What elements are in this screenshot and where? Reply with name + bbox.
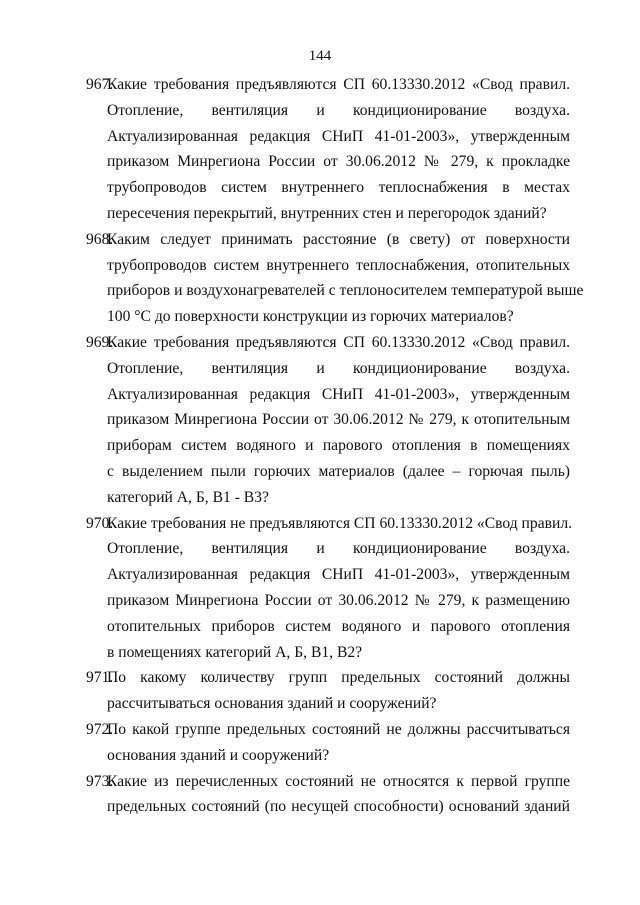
question-item xyxy=(86,511,573,666)
question-text-line: Отопление, вентиляция и кондиционирование воздуха. xyxy=(107,540,570,558)
question-text xyxy=(96,330,570,511)
question-text-line: Какие из перечисленных состояний не относятся к первой группе xyxy=(107,772,570,790)
question-number: 970. xyxy=(86,514,114,532)
question-text-line: в помещениях категорий А, Б, В1, В2? xyxy=(107,643,363,661)
question-text-line: Отопление, вентиляция и кондиционирование воздуха. xyxy=(107,359,570,377)
question-number: 972. xyxy=(86,720,114,738)
question-text-line: Отопление, вентиляция и кондиционирование воздуха. xyxy=(107,101,570,119)
question-item xyxy=(86,227,584,330)
question-text-line: Каким следует принимать расстояние (в свету) от поверхности xyxy=(107,230,570,248)
question-number: 971. xyxy=(86,669,114,687)
question-text-line: трубопроводов систем внутреннего теплоснабжения, отопительных xyxy=(107,256,570,274)
question-number: 967. xyxy=(86,76,114,93)
question-text-line: Актуализированная редакция СНиП 41-01-2003», утвержденным xyxy=(107,566,570,584)
question-number: 968. xyxy=(86,230,114,248)
question-text-line: приказом Минрегиона России от 30.06.2012 № 279, к размещению xyxy=(107,591,570,609)
question-text-line: рассчитываться основания зданий и сооружений? xyxy=(107,695,437,713)
question-item xyxy=(86,665,570,717)
question-text-line: приборов и воздухонагревателей с теплоносителем температурой выше xyxy=(107,282,584,300)
question-number: 973. xyxy=(86,772,114,790)
question-text-line: с выделением пыли горючих материалов (далее – горючая пыль) xyxy=(107,462,570,480)
question-text-line: По какой группе предельных состояний не должны рассчитываться xyxy=(107,720,570,738)
question-item xyxy=(86,769,570,821)
question-text xyxy=(96,72,570,227)
question-text xyxy=(96,717,570,769)
question-text-line: По какому количеству групп предельных состояний должны xyxy=(107,669,570,687)
question-list xyxy=(86,72,584,820)
question-text-line: приказом Минрегиона России от 30.06.2012 № 279, к прокладке xyxy=(107,153,570,171)
page-number: 144 xyxy=(308,48,332,64)
question-text-line: Какие требования предъявляются СП 60.13330.2012 «Свод правил. xyxy=(107,333,570,351)
question-number: 969. xyxy=(86,333,114,351)
question-item xyxy=(86,717,570,769)
question-text xyxy=(96,769,570,821)
question-text-line: 100 °С до поверхности конструкции из горючих материалов? xyxy=(107,308,514,326)
question-text-line: приказом Минрегиона России от 30.06.2012 № 279, к отопительным xyxy=(107,411,570,429)
question-item xyxy=(86,72,570,227)
question-text-line: Актуализированная редакция СНиП 41-01-2003», утвержденным xyxy=(107,385,570,403)
question-text xyxy=(96,665,570,717)
question-text-line: основания зданий и сооружений? xyxy=(107,746,330,764)
question-text-line: трубопроводов систем внутреннего теплоснабжения в местах xyxy=(107,179,570,197)
question-text-line: отопительных приборов систем водяного и парового отопления xyxy=(107,617,570,635)
question-text xyxy=(96,511,573,666)
question-text-line: Какие требования не предъявляются СП 60.13330.2012 «Свод правил. xyxy=(107,514,573,532)
question-text-line: предельных состояний (по несущей способности) оснований зданий xyxy=(107,798,570,816)
question-text-line: Актуализированная редакция СНиП 41-01-2003», утвержденным xyxy=(107,127,570,145)
question-item xyxy=(86,330,570,511)
question-text-line: категорий А, Б, В1 - В3? xyxy=(107,488,269,506)
question-text-line: пересечения перекрытий, внутренних стен и перегородок зданий? xyxy=(107,204,547,222)
question-text-line: Какие требования предъявляются СП 60.13330.2012 «Свод правил. xyxy=(107,76,570,93)
question-text-line: приборам систем водяного и парового отопления в помещениях xyxy=(107,437,570,455)
question-text xyxy=(96,227,584,330)
